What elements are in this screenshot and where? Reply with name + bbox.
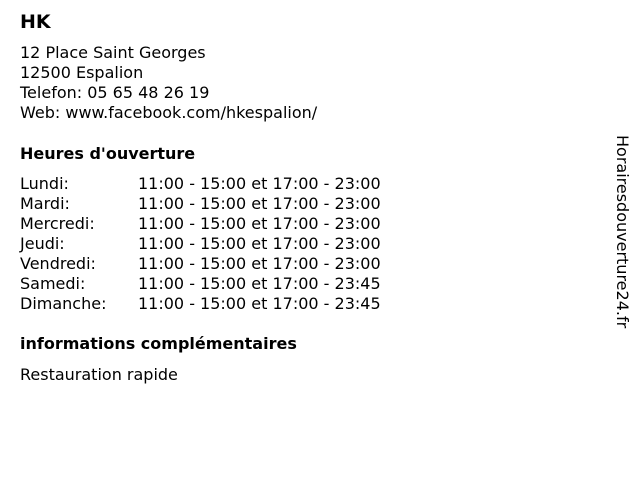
time-range: 11:00 - 15:00 et 17:00 - 23:45 [138,294,381,313]
opening-hours-table [20,174,381,314]
address-street: 12 Place Saint Georges [20,43,206,62]
day-label: Mardi: [20,194,70,213]
day-label: Vendredi: [20,254,96,273]
phone-number: Telefon: 05 65 48 26 19 [20,83,210,102]
hours-row [20,234,381,254]
hours-row [20,214,381,234]
day-label: Lundi: [20,174,69,193]
day-label: Samedi: [20,274,86,293]
hours-row [20,174,381,194]
time-range: 11:00 - 15:00 et 17:00 - 23:00 [138,234,381,253]
business-name: HK [20,11,51,33]
address-block [20,43,317,123]
time-range: 11:00 - 15:00 et 17:00 - 23:00 [138,174,381,193]
day-label: Jeudi: [20,234,65,253]
time-range: 11:00 - 15:00 et 17:00 - 23:45 [138,274,381,293]
opening-hours-heading: Heures d'ouverture [20,144,196,163]
hours-row [20,274,381,294]
hours-row [20,194,381,214]
time-range: 11:00 - 15:00 et 17:00 - 23:00 [138,254,381,273]
hours-row [20,254,381,274]
time-range: 11:00 - 15:00 et 17:00 - 23:00 [138,194,381,213]
day-label: Dimanche: [20,294,107,313]
additional-info-heading: informations complémentaires [20,334,297,353]
website-link: Web: www.facebook.com/hkespalion/ [20,103,318,122]
address-city: 12500 Espalion [20,63,144,82]
day-label: Mercredi: [20,214,95,233]
site-watermark: Horairesdouverture24.fr [613,135,632,329]
hours-row [20,294,381,314]
time-range: 11:00 - 15:00 et 17:00 - 23:00 [138,214,381,233]
additional-info-text: Restauration rapide [20,365,178,384]
